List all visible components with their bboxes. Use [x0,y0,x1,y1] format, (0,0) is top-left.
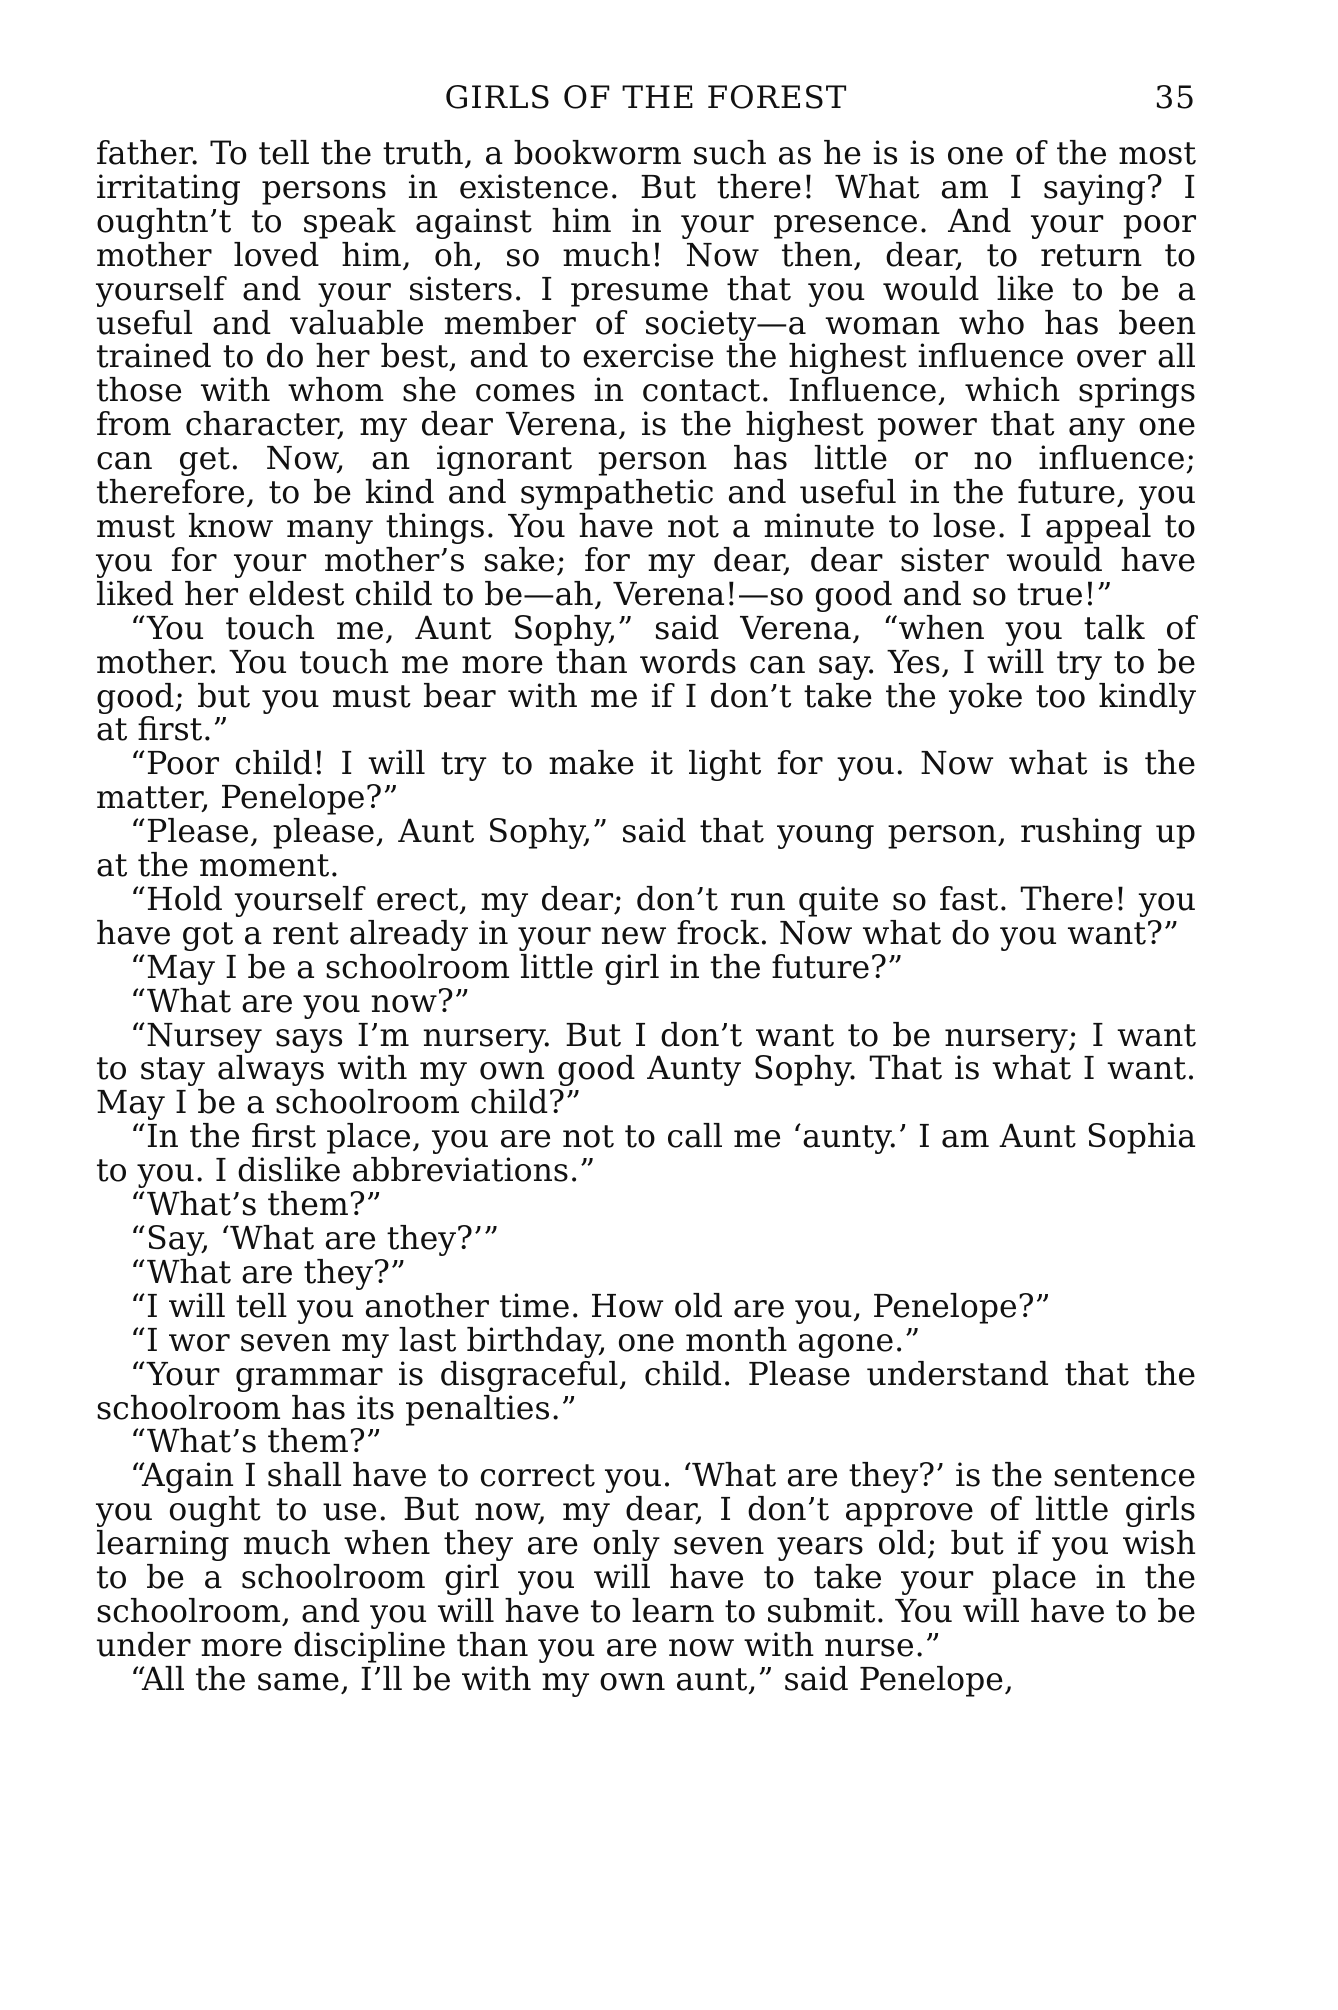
running-head [96,80,1196,120]
page-number: 35 [1154,80,1196,116]
paragraph: “All the same, I’ll be with my own aunt,” said Penelope, [130,1661,1014,1698]
paragraph: “Please, please, Aunt Sophy,” said that young person, rushing up at the moment. [96,814,1196,885]
paragraph: “May I be a schoolroom little girl in the future?” [130,949,904,986]
running-title: GIRLS OF THE FOREST [444,80,848,116]
paragraph: “Your grammar is disgraceful, child. Please understand that the schoolroom has its penalties.” [96,1356,1196,1427]
book-page [96,80,1196,1980]
paragraph: “What are they?” [130,1254,406,1291]
paragraph: “I will tell you another time. How old are you, Penelope?” [130,1288,1051,1325]
paragraph: “Poor child! I will try to make it light for you. Now what is the matter, Penelope?” [96,746,1196,817]
paragraph: “What are you now?” [130,983,470,1020]
paragraph: “Again I shall have to correct you. ‘What are they?’ is the sentence you ought to use. But now, my dear, I don’t approve of little girls learning much when they are only seven years old; but if you wish to be a schoolroom girl you will have to take your place in the schoolroom, and you will have to learn to submit. You will have to be under more discipline than you are now with nurse.” [96,1458,1196,1664]
paragraph: father. To tell the truth, a bookworm such as he is is one of the most irritating persons in existence. But there! What am I saying? I oughtn’t to speak against him in your presence. And your poor mother loved him, oh, so much! Now then, dear, to return to yourself and your sisters. I presume that you would like to be a useful and valuable member of society—a woman who has been trained to do her best, and to exercise the highest influence over all those with whom she comes in contact. Influence, which springs from character, my dear Verena, is the highest power that any one can get. Now, an ignorant person has little or no influence; therefore, to be kind and sympathetic and useful in the future, you must know many things. You have not a minute to lose. I appeal to you for your mother’s sake; for my dear, dear sister would have liked her eldest child to be—ah, Verena!—so good and so true!” [96,136,1196,613]
paragraph: “Say, ‘What are they?’” [130,1221,500,1257]
paragraph: “Hold yourself erect, my dear; don’t run quite so fast. There! you have got a rent already in your new frock. Now what do you want?” [96,881,1196,952]
paragraph: “I wor seven my last birthday, one month agone.” [130,1322,921,1359]
paragraph: “Nursey says I’m nursery. But I don’t want to be nursery; I want to stay always with my own good Aunty Sophy. That is what I want. May I be a schoolroom child?” [96,1017,1196,1122]
paragraph: “What’s them?” [130,1187,382,1224]
paragraph: “What’s them?” [130,1424,382,1461]
body-text [96,138,1196,1698]
paragraph: “You touch me, Aunt Sophy,” said Verena, “when you talk of mother. You touch me more than words can say. Yes, I will try to be good; but you must bear with me if I don’t take the yoke too kindly at first.” [96,610,1196,749]
paragraph: “In the first place, you are not to call me ‘aunty.’ I am Aunt Sophia to you. I dislike abbreviations.” [96,1119,1196,1190]
